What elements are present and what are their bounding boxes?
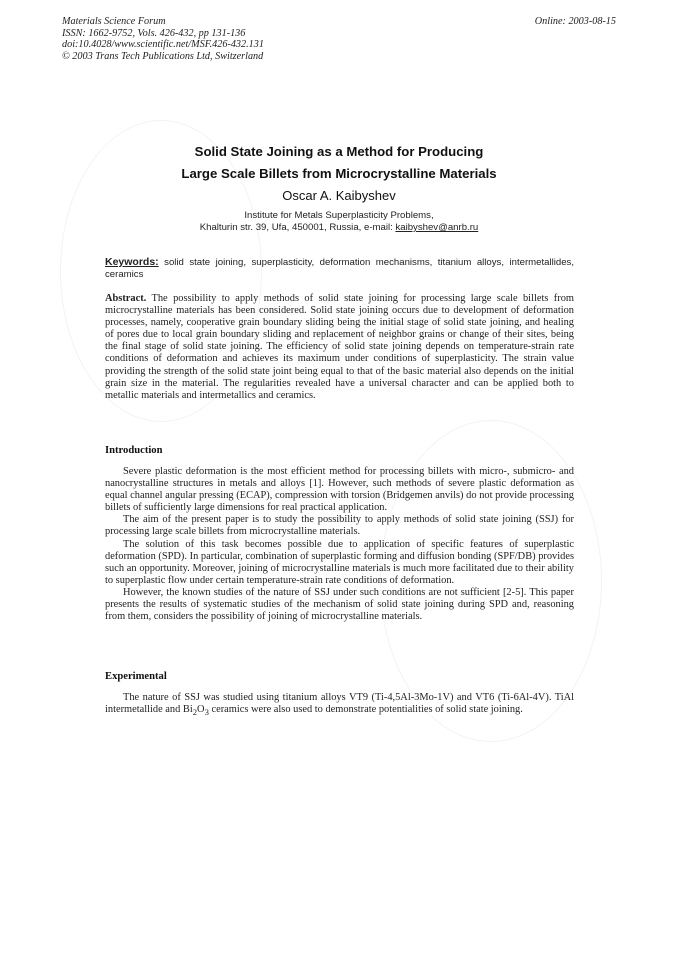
title-line-2: Large Scale Billets from Microcrystalline Materials bbox=[181, 166, 497, 181]
intro-paragraph: However, the known studies of the nature of SSJ under such conditions are not sufficient [2-5]. This paper presents the results of systematic studies of the mechanism of solid state joining during SPD and, reasoning from them, considers the possibility of joining of microcrystalline materials. bbox=[105, 586, 574, 623]
intro-paragraph: Severe plastic deformation is the most efficient method for processing billets with micro-, submicro- and nanocrystalline structures in metals and alloys [1]. However, such methods of severe plastic deformation as equal channel angular pressing (ECAP), compression with torsion (Bridgemen anvils) do not provide processing billets of sufficiently large dimensions for real practical application. bbox=[105, 466, 574, 514]
exp-subscript-1: 2 bbox=[192, 707, 198, 718]
email-link[interactable]: kaibyshev@anrb.ru bbox=[395, 222, 479, 233]
copyright-line: © 2003 Trans Tech Publications Ltd, Switzerland bbox=[62, 50, 264, 62]
introduction-section bbox=[105, 466, 574, 623]
issn-line: ISSN: 1662-9752, Vols. 426-432, pp 131-136 bbox=[62, 27, 246, 39]
journal-header bbox=[62, 16, 264, 62]
title-line-1: Solid State Joining as a Method for Producing bbox=[194, 144, 484, 159]
experimental-paragraph bbox=[105, 692, 574, 718]
online-date: Online: 2003-08-15 bbox=[534, 16, 616, 27]
abstract-text: The possibility to apply methods of solid state joining for processing large scale billets from microcrystalline materials has been considered. Solid state joining occurs due to development of deformation processes, namely, cooperative grain boundary sliding being the initial stage of solid state joining, and healing of pores due to local grain boundary sliding and replacement of neighbor grains or change of their sites, being the final stage of solid state joining. The efficiency of solid state joining depends on temperature-strain rate conditions of deformation and achieves its maximum under conditions of superplasticity. The strain value providing the strength of the solid state joint being equal to that of the basic material also depends on the initial grain size in the material. The regularities revealed have a universal character and can be applied both to metallic materials and intermetallics and ceramics. bbox=[105, 293, 574, 401]
exp-subscript-2: 3 bbox=[204, 707, 209, 718]
affiliation bbox=[0, 210, 678, 234]
abstract-label: Abstract. bbox=[105, 293, 147, 304]
author-name: Oscar A. Kaibyshev bbox=[282, 188, 396, 203]
keywords bbox=[105, 256, 574, 281]
intro-paragraph: The solution of this task becomes possible due to application of specific features of superplastic deformation (SPD). In particular, combination of superplastic forming and diffusion bonding (SPF/DB) provides such an opportunity. Moreover, joining of microcrystalline materials is much more facilitated due to their ability to superplastic flow under certain temperature-strain rate conditions of deformation. bbox=[105, 538, 574, 586]
exp-text-a: The nature of SSJ was studied using titanium alloys VT9 (Ti-4,5Al-3Mo-1V) and VT6 (Ti-6Al-4V). TiAl intermetallide and Bi bbox=[105, 692, 574, 716]
affiliation-line-1: Institute for Metals Superplasticity Problems, bbox=[244, 210, 434, 221]
exp-text-c: ceramics were also used to demonstrate potentialities of solid state joining. bbox=[208, 704, 523, 716]
affiliation-line-2 bbox=[0, 222, 678, 234]
keywords-text: solid state joining, superplasticity, deformation mechanisms, titanium alloys, intermetallides, ceramics bbox=[105, 257, 574, 280]
experimental-section bbox=[105, 692, 574, 718]
address-text: Khalturin str. 39, Ufa, 450001, Russia, e-mail: bbox=[199, 222, 396, 233]
paper-title bbox=[0, 141, 678, 185]
keywords-label: Keywords: bbox=[105, 256, 159, 268]
intro-paragraph: The aim of the present paper is to study the possibility to apply methods of solid state joining (SSJ) for processing large scale billets from microcrystalline materials. bbox=[105, 514, 574, 538]
abstract bbox=[105, 293, 574, 402]
journal-name: Materials Science Forum bbox=[62, 16, 166, 27]
exp-text-b: O bbox=[197, 704, 205, 716]
section-heading-introduction: Introduction bbox=[105, 445, 163, 456]
doi-line: doi:10.4028/www.scientific.net/MSF.426-432.131 bbox=[62, 39, 264, 50]
section-heading-experimental: Experimental bbox=[105, 671, 167, 682]
